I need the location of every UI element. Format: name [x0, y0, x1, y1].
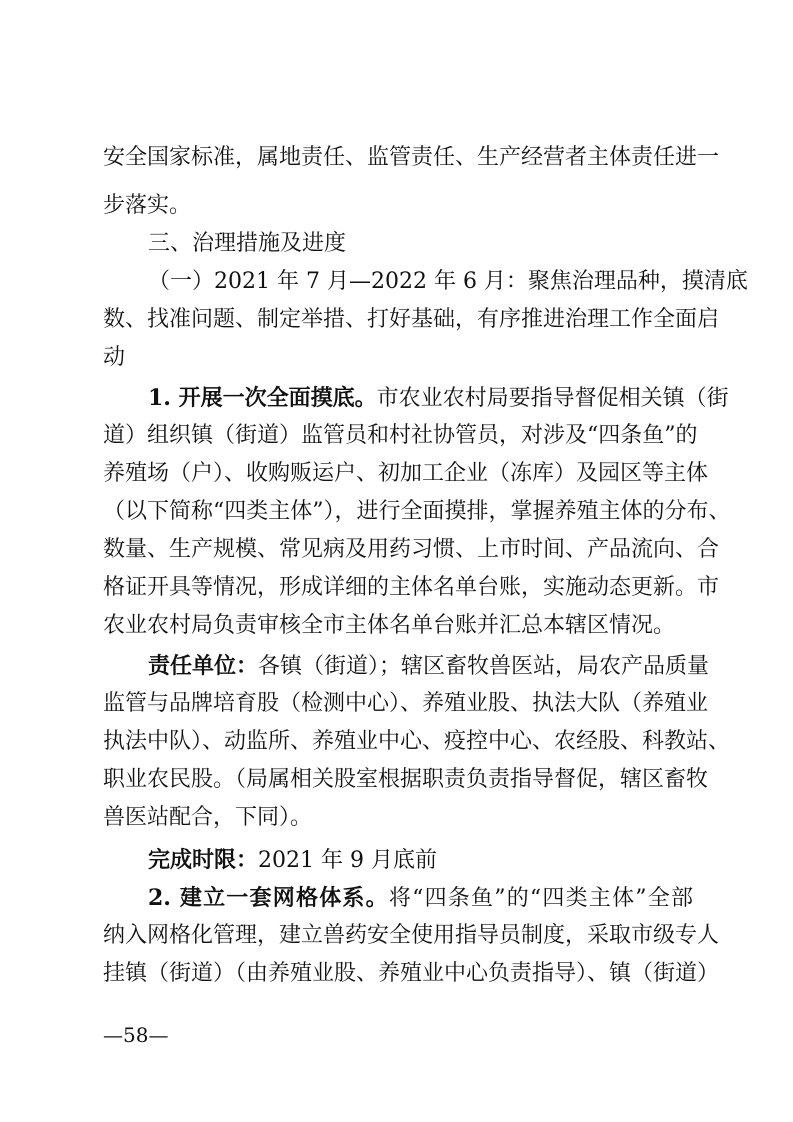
- phase-line: （一）2021 年 7 月—2022 年 6 月：聚焦治理品种，摸清底: [148, 269, 748, 294]
- responsibility-label: 责任单位：: [148, 653, 259, 679]
- phase-line: 数、找准问题、制定举措、打好基础，有序推进治理工作全面启: [103, 307, 720, 332]
- body-line: 挂镇（街道）（由养殖业股、养殖业中心负责指导）、镇（街道）: [103, 961, 720, 986]
- item-1-text: 市农业农村局要指导督促相关镇（街: [376, 386, 729, 411]
- section-heading: 三、治理措施及进度: [148, 231, 347, 256]
- item-2-first-line: [148, 880, 693, 916]
- body-line: 监管与品牌培育股（检测中心）、养殖业股、执法大队（养殖业: [103, 691, 709, 716]
- body-line: 农业农村局负责审核全市主体名单台账并汇总本辖区情况。: [103, 613, 676, 638]
- body-line: 纳入网格化管理，建立兽药安全使用指导员制度，采取市级专人: [103, 923, 720, 948]
- body-line: 格证开具等情况，形成详细的主体名单台账，实施动态更新。市: [103, 575, 720, 600]
- item-2-title: 2. 建立一套网格体系。: [148, 885, 389, 911]
- phase-line: 动: [103, 345, 126, 370]
- deadline-value: 2021 年 9 月底前: [258, 848, 437, 873]
- body-line: 道）组织镇（街道）监管员和村社协管员，对涉及“四条鱼”的: [103, 423, 698, 448]
- body-line: 职业农民股。（局属相关股室根据职责负责指导督促，辖区畜牧: [103, 767, 709, 792]
- item-2-text: 将“四条鱼”的“四类主体”全部: [388, 886, 693, 911]
- deadline-line: [148, 842, 437, 878]
- page-number: —58—: [103, 1023, 169, 1047]
- body-line: 安全国家标准，属地责任、监管责任、生产经营者主体责任进一: [103, 145, 720, 170]
- item-1-first-line: [148, 380, 729, 416]
- responsibility-text: 各镇（街道）；辖区畜牧兽医站，局农产品质量: [258, 654, 710, 679]
- body-line: （以下简称“四类主体”），进行全面摸排，掌握养殖主体的分布、: [103, 499, 731, 524]
- body-line: 执法中队）、动监所、养殖业中心、疫控中心、农经股、科教站、: [103, 729, 731, 754]
- body-line: 兽医站配合，下同）。: [103, 805, 313, 830]
- deadline-label: 完成时限：: [148, 847, 259, 873]
- body-line: 养殖场（户）、收购贩运户、初加工企业（冻库）及园区等主体: [103, 461, 709, 486]
- body-line: 数量、生产规模、常见病及用药习惯、上市时间、产品流向、合: [103, 537, 720, 562]
- item-1-title: 1. 开展一次全面摸底。: [148, 385, 377, 411]
- body-line: 步落实。: [103, 193, 192, 218]
- responsibility-first-line: [148, 648, 710, 684]
